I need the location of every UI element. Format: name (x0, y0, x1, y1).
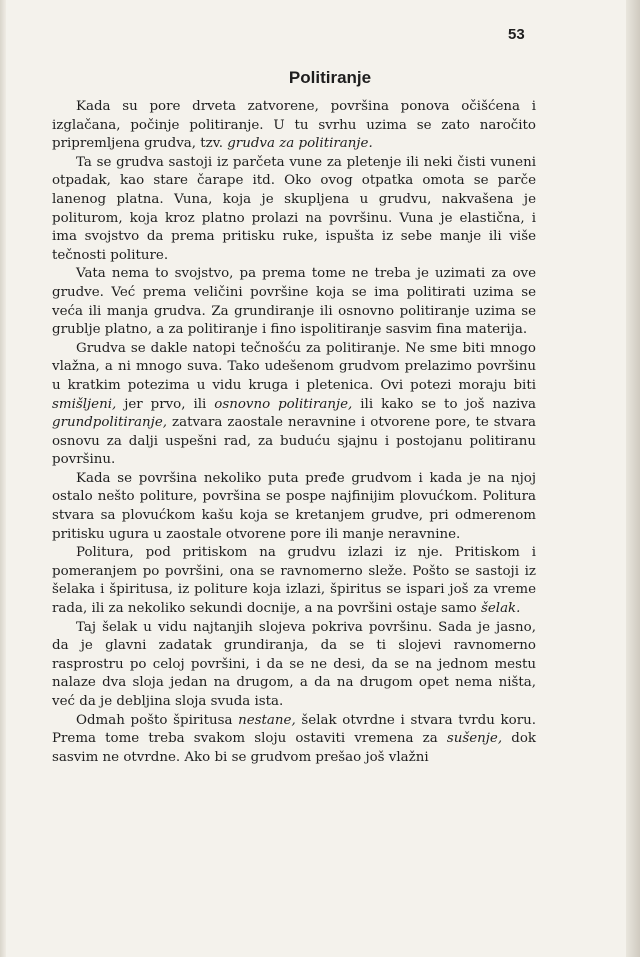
text-run: šelak otvrdne i stvara tvrdu koru. Prema tome treba svakom sloju ostaviti vremena za (52, 712, 536, 747)
text-run: Ta se grudva sastoji iz parčeta vune za pletenje ili neki čisti vuneni otpadak, kao stare čarape itd. Oko ovog otpatka omota se parče lanenog platna. Vuna, koja je skupljena u grudvu, nakvašena je politurom, koja kroz platno prolazi na površinu. Vuna je elastična, i ima svojstvo da prema pritisku ruke, ispušta iz sebe manje ili više tečnosti politure. (52, 154, 536, 263)
text-run: Kada se površina nekoliko puta pređe grudvom i kada je na njoj ostalo nešto politure, površina se pospe najfinijim plovućkom. Politura stvara sa plovućkom kašu koja se kretanjem grudve, pri odmerenom pritisku ugura u zaostale otvorene pore ili manje neravnine. (52, 470, 536, 542)
text-run: Grudva se dakle natopi tečnošću za politiranje. Ne sme biti mnogo vlažna, a ni mnogo suva. Tako udešenom grudvom prelazimo površinu u kratkim potezima u vidu kruga i pletenica. Ovi potezi moraju biti (52, 340, 536, 393)
text-run: jer prvo, ili (116, 396, 215, 412)
paragraph (52, 470, 536, 544)
text-run: Vata nema to svojstvo, pa prema tome ne treba je uzimati za ove grudve. Već prema veličini površine koja se ima politirati uzima se veća ili manja grudva. Za grundiranje ili osnovno politiranje uzima se grublje platno, a za politiranje i fino ispolitiranje sasvim fina materija. (52, 266, 536, 338)
text-run: Kada su pore drveta zatvorene, površina ponova očišćena i izglačana, počinje politiranje. U tu svrhu uzima se zato naročito pripremljena grudva, tzv. (52, 99, 536, 152)
emphasized-text: nestane, (238, 712, 296, 728)
text-run: Odmah pošto špiritusa (76, 712, 239, 728)
emphasized-text: šelak. (481, 601, 521, 617)
body-text (52, 98, 536, 767)
paragraph (52, 619, 536, 712)
scan-edge-right (626, 0, 640, 957)
emphasized-text: osnovno politiranje, (214, 396, 353, 412)
paragraph (52, 265, 536, 339)
emphasized-text: grundpolitiranje, (52, 415, 167, 431)
emphasized-text: grudva za politiranje. (227, 136, 373, 152)
paragraph (52, 712, 536, 768)
text-run: ili kako se to još naziva (352, 396, 536, 412)
paragraph (52, 544, 536, 618)
text-run: Taj šelak u vidu najtanjih slojeva pokriva površinu. Sada je jasno, da je glavni zadatak grundiranja, da se ti slojevi ravnomerno rasprostru po celoj površini, i da se ne desi, da se na jednom mestu nalaze dva sloja jedan na drugom, a da na drugom opet nema ništa, već da je debljina sloja svuda ista. (52, 619, 536, 709)
text-run: zatvara zaostale neravnine i otvorene pore, te stvara osnovu za dalji uspešni rad, za buduću sjajnu i postojanu politiranu površinu. (52, 415, 536, 468)
scan-edge-left (0, 0, 6, 957)
page-number: 53 (508, 26, 525, 43)
text-run: dok sasvim ne otvrdne. Ako bi se grudvom prešao još vlažni (52, 731, 536, 765)
emphasized-text: sušenje, (446, 731, 503, 747)
page-title: Politiranje (288, 68, 372, 87)
paragraph (52, 340, 536, 470)
text-run: Politura, pod pritiskom na grudvu izlazi iz nje. Pritiskom i pomeranjem po površini, ona se ravnomerno sleže. Pošto se sastoji iz šelaka i špiritusa, iz politure koja izlazi, špiritus se ispari još za vreme rada, ili za nekoliko sekundi docnije, a na površini ostaje samo (52, 545, 536, 617)
paragraph (52, 98, 536, 154)
emphasized-text: smišljeni, (52, 396, 117, 412)
paragraph (52, 154, 536, 266)
